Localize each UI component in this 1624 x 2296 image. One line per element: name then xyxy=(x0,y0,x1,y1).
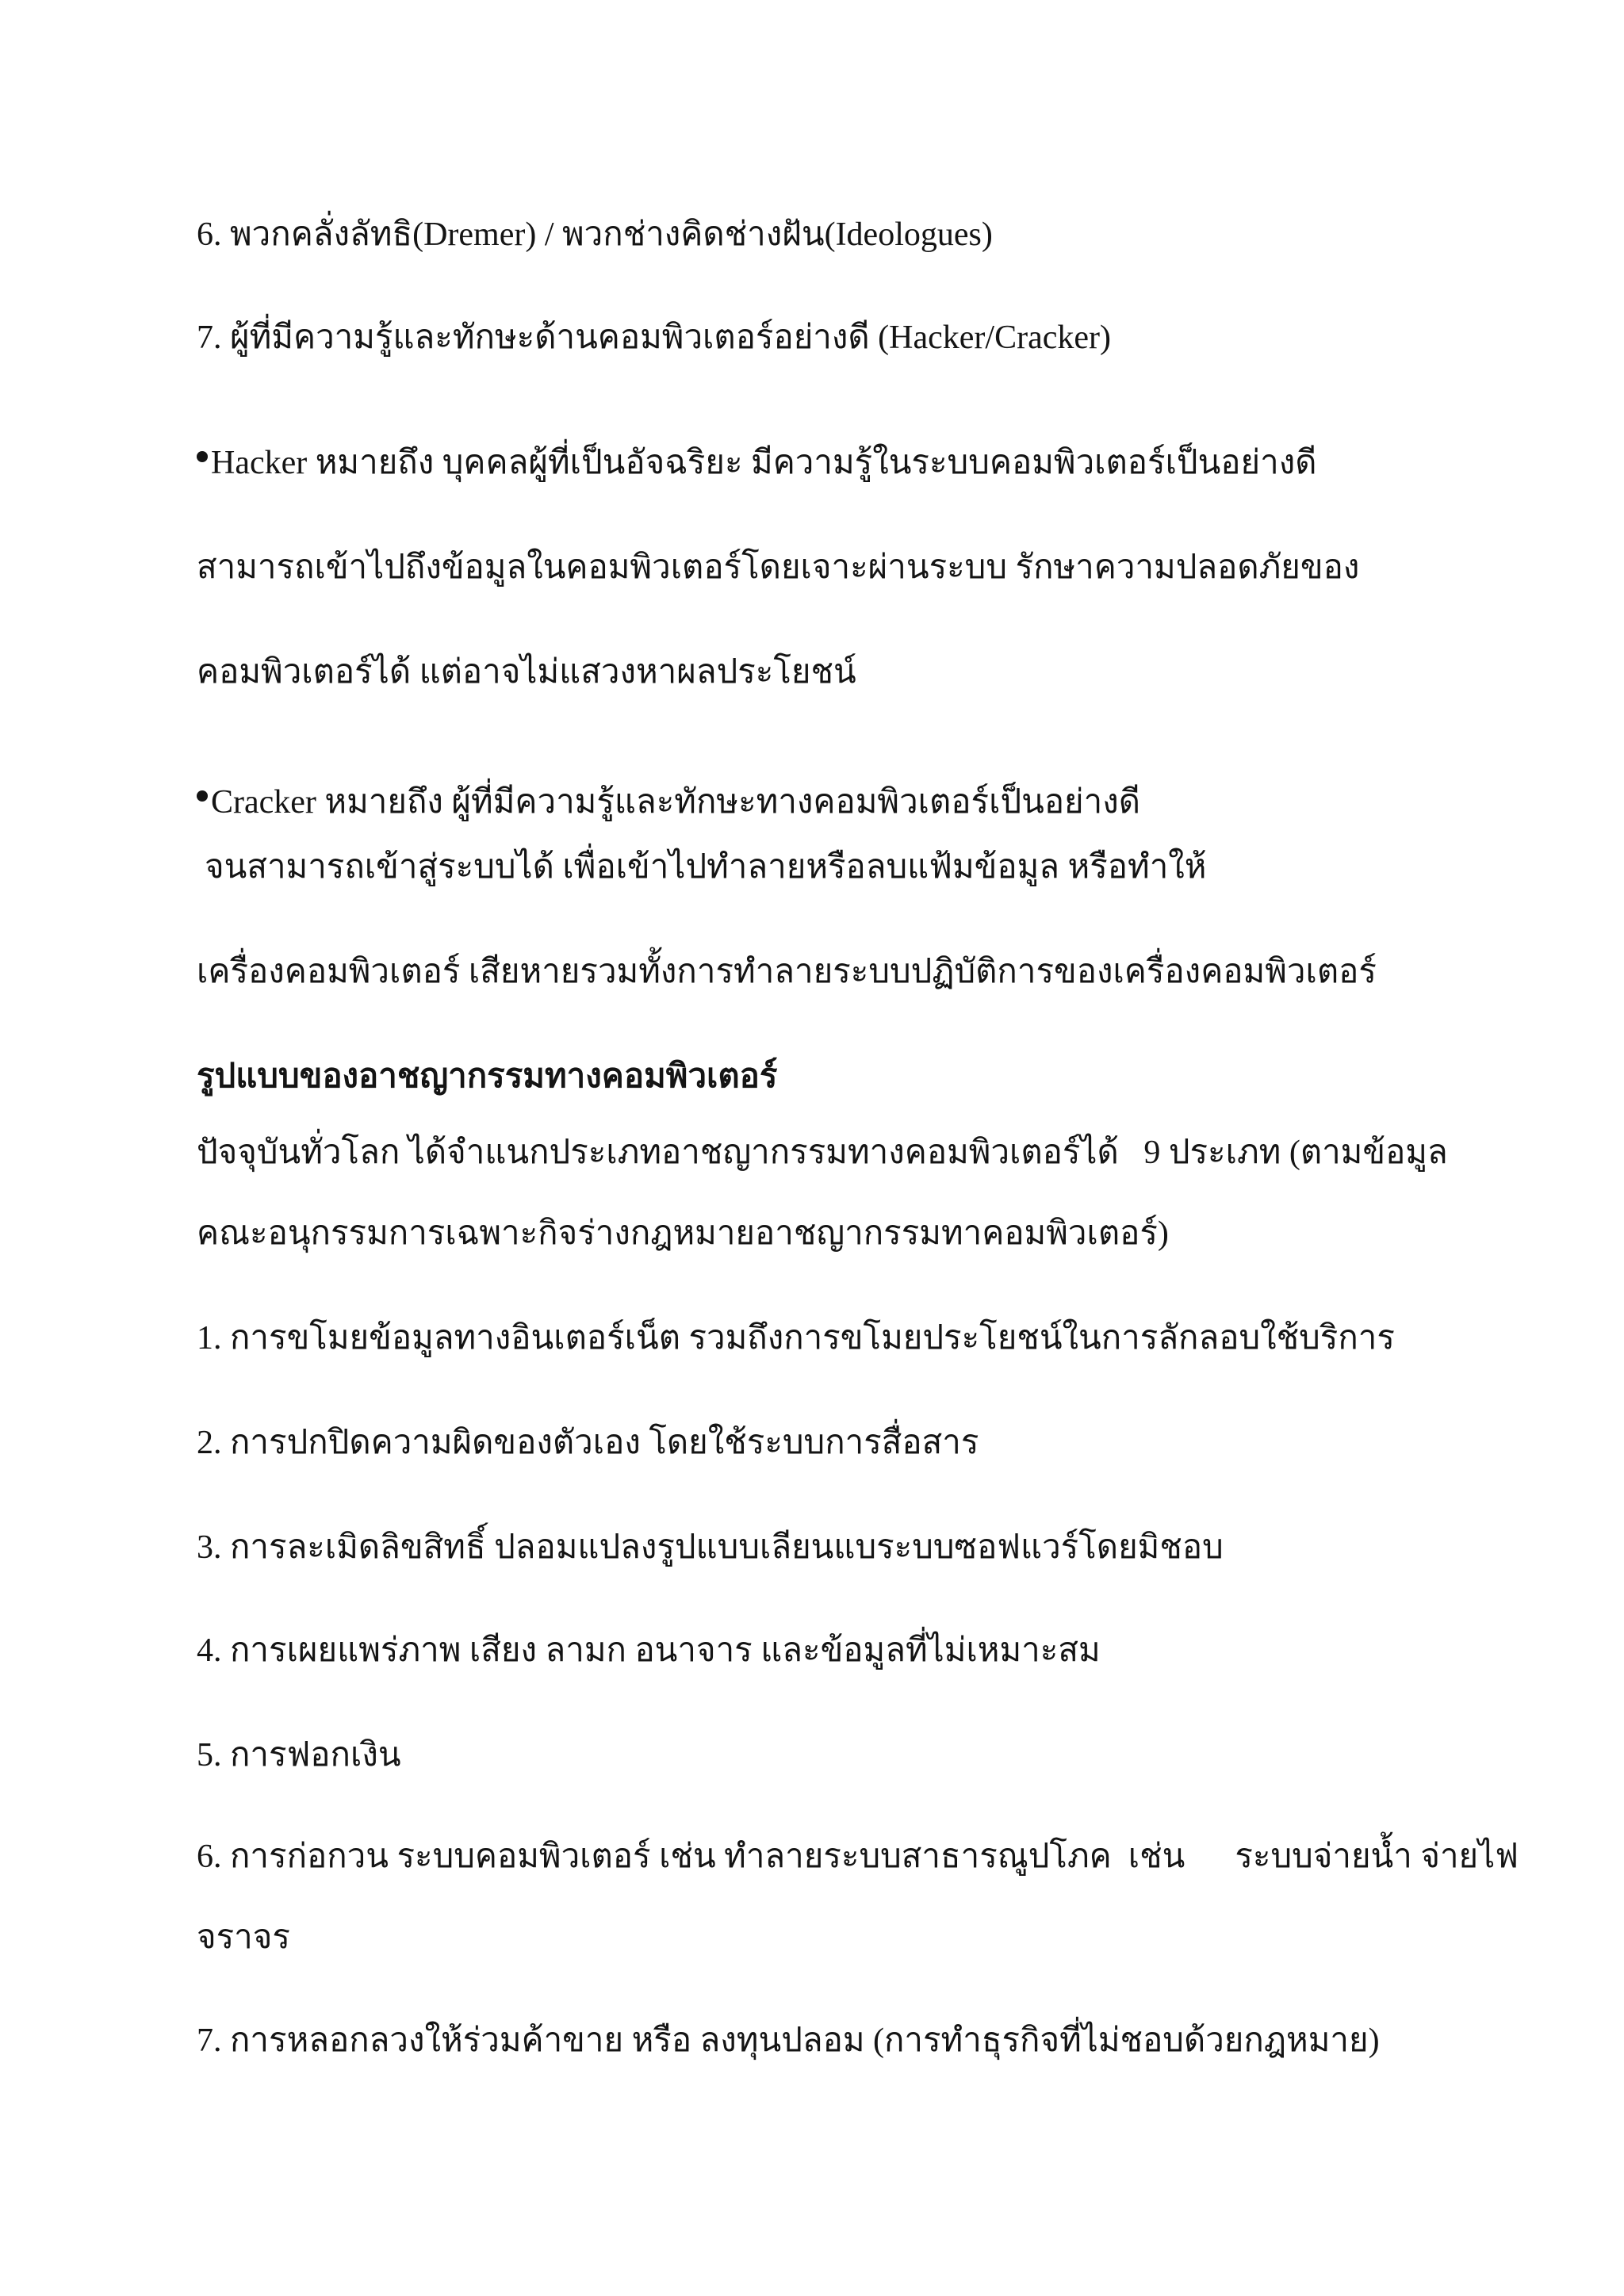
cracker-definition-line-2: จนสามารถเข้าสู่ระบบได้ เพื่อเข้าไปทำลายหรือลบแฟ้มข้อมูล หรือทำให้ xyxy=(205,849,1207,886)
cracker-definition-line-3: เครื่องคอมพิวเตอร์ เสียหายรวมทั้งการทำลายระบบปฏิบัติการของเครื่องคอมพิวเตอร์ xyxy=(197,954,1377,990)
section-heading: รูปแบบของอาชญากรรมทางคอมพิวเตอร์ xyxy=(197,1058,778,1095)
crime-type-5: 5. การฟอกเงิน xyxy=(197,1737,401,1774)
crime-type-2: 2. การปกปิดความผิดของตัวเอง โดยใช้ระบบการสื่อสาร xyxy=(197,1425,979,1461)
crime-type-4: 4. การเผยแพร่ภาพ เสียง ลามก อนาจาร และข้อมูลที่ไม่เหมาะสม xyxy=(197,1632,1101,1669)
crime-type-6-line-1: 6. การก่อกวน ระบบคอมพิวเตอร์ เช่น ทำลายระบบสาธารณูปโภค เช่น ระบบจ่ายน้ำ จ่ายไฟ xyxy=(197,1839,1519,1875)
intro-paragraph-line-1: ปัจจุบันทั่วโลก ได้จำแนกประเภทอาชญากรรมทางคอมพิวเตอร์ได้ 9 ประเภท (ตามข้อมูล xyxy=(197,1135,1448,1171)
crime-type-7: 7. การหลอกลวงให้ร่วมค้าขาย หรือ ลงทุนปลอม (การทำธุรกิจที่ไม่ชอบด้วยกฎหมาย) xyxy=(197,2022,1380,2059)
list-item-7-hacker-cracker: 7. ผู้ที่มีความรู้และทักษะด้านคอมพิวเตอร์อย่างดี (Hacker/Cracker) xyxy=(197,320,1111,356)
intro-paragraph-line-2: คณะอนุกรรมการเฉพาะกิจร่างกฎหมายอาชญากรรมทาคอมพิวเตอร์) xyxy=(197,1215,1169,1252)
crime-type-1: 1. การขโมยข้อมูลทางอินเตอร์เน็ต รวมถึงการขโมยประโยชน์ในการลักลอบใช้บริการ xyxy=(197,1320,1395,1357)
list-item-6-dreamer: 6. พวกคลั่งลัทธิ(Dremer) / พวกช่างคิดช่างฝัน(Ideologues) xyxy=(197,216,993,253)
bullet-icon xyxy=(197,790,208,802)
hacker-definition-line-3: คอมพิวเตอร์ได้ แต่อาจไม่แสวงหาผลประโยชน์ xyxy=(197,654,856,691)
bullet-icon xyxy=(197,451,208,462)
cracker-definition-line-1: Cracker หมายถึง ผู้ที่มีความรู้และทักษะทางคอมพิวเตอร์เป็นอย่างดี xyxy=(197,780,1140,825)
hacker-definition-line-2: สามารถเข้าไปถึงข้อมูลในคอมพิวเตอร์โดยเจาะผ่านระบบ รักษาความปลอดภัยของ xyxy=(197,549,1360,586)
crime-type-3: 3. การละเมิดลิขสิทธิ์ ปลอมแปลงรูปแบบเลียนแบระบบซอฟแวร์โดยมิชอบ xyxy=(197,1529,1224,1566)
hacker-definition-line-1: Hacker หมายถึง บุคคลผู้ที่เป็นอัจฉริยะ มีความรู้ในระบบคอมพิวเตอร์เป็นอย่างดี xyxy=(197,441,1317,485)
crime-type-6-line-2: จราจร xyxy=(197,1919,290,1956)
